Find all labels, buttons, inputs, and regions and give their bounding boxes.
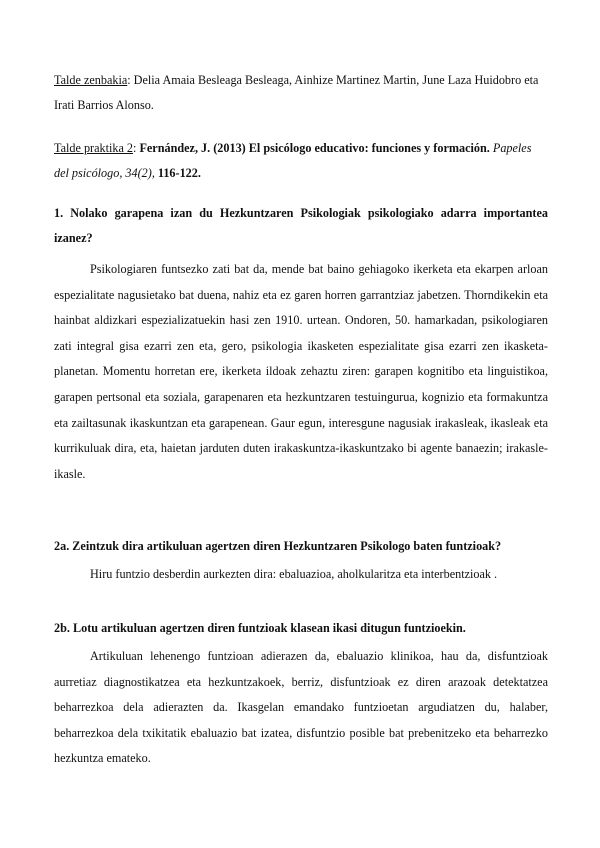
answer-2b-paragraph: Artikuluan lehenengo funtzioan adierazen da, ebaluazio klinikoa, hau da, disfuntzioak aurretiaz diagnostikatzea eta hezkuntzakoek, berriz, disfuntzioak ez diren arazoak detektatzea beharrezkoa dela adierazten da. Ikasgelan emandako funtzioetan argudiatzen du, halaber, beharrezkoa dela txikitatik ebaluazio bat izatea, disfuntzio posible bat prebenitzeko eta beharrezko hezkuntza emateko. bbox=[54, 649, 548, 766]
citation-separator: : bbox=[133, 141, 140, 155]
question-2b-heading: 2b. Lotu artikuluan agertzen diren funtzioak klasean ikasi ditugun funtzioekin. bbox=[54, 621, 466, 635]
citation bbox=[54, 136, 548, 185]
practice-label: Talde praktika 2 bbox=[54, 141, 134, 155]
question-2a-heading: 2a. Zeintzuk dira artikuluan agertzen diren Hezkuntzaren Psikologo baten funtzioak? bbox=[54, 539, 502, 553]
citation-author-title: Fernández, J. (2013) El psicólogo educativo: funciones y formación. bbox=[139, 141, 493, 155]
group-number-label: Talde zenbakia bbox=[54, 73, 128, 87]
citation-pages: 116-122. bbox=[157, 165, 201, 180]
question-1-heading: 1. Nolako garapena izan du Hezkuntzaren Psikologiak psikologiako adarra importantea izanez? bbox=[54, 206, 548, 245]
answer-2a: Hiru funtzio desberdin aurkezten dira: ebaluazioa, aholkularitza eta interbentzioak . bbox=[90, 567, 498, 581]
group-members-line bbox=[54, 68, 548, 117]
citation-journal: Papeles del psicólogo, 34(2), bbox=[54, 141, 532, 180]
answer-1-paragraph: Psikologiaren funtsezko zati bat da, mende bat baino gehiagoko ikerketa eta ekarpen arloan espezialitate nagusietako bat duena, nahiz eta ez garen horren garrantziaz jabetzen. Thorndikekin eta hainbat aldizkari espezializatuekin hasi zen 1910. urtean. Ondoren, 50. hamarkadan, psikologiaren zati integral gisa ezarri zen eta, gero, psikologia ikasketen espezialitate gisa ezarri zen ikasketa-planetan. Momentu horretan ere, ikerketa ildoak zehaztu ziren: garapen kognitibo eta linguistikoa, garapen pertsonal eta soziala, garapenaren eta hezkuntzaren testuingurua, kognizio eta formakuntza eta zailtasunak ikaskuntzan eta garapenean. Gaur egun, interesgune nagusiak irakasleak, ikasleak eta kurrikuluak dira, eta, haietan jarduten duten irakaskuntza-ikaskuntzako bi agente banaezin; irakasle-ikasle. bbox=[54, 262, 548, 481]
group-members: : Delia Amaia Besleaga Besleaga, Ainhize Martinez Martin, June Laza Huidobro eta Irati Barrios Alonso. bbox=[54, 73, 539, 112]
